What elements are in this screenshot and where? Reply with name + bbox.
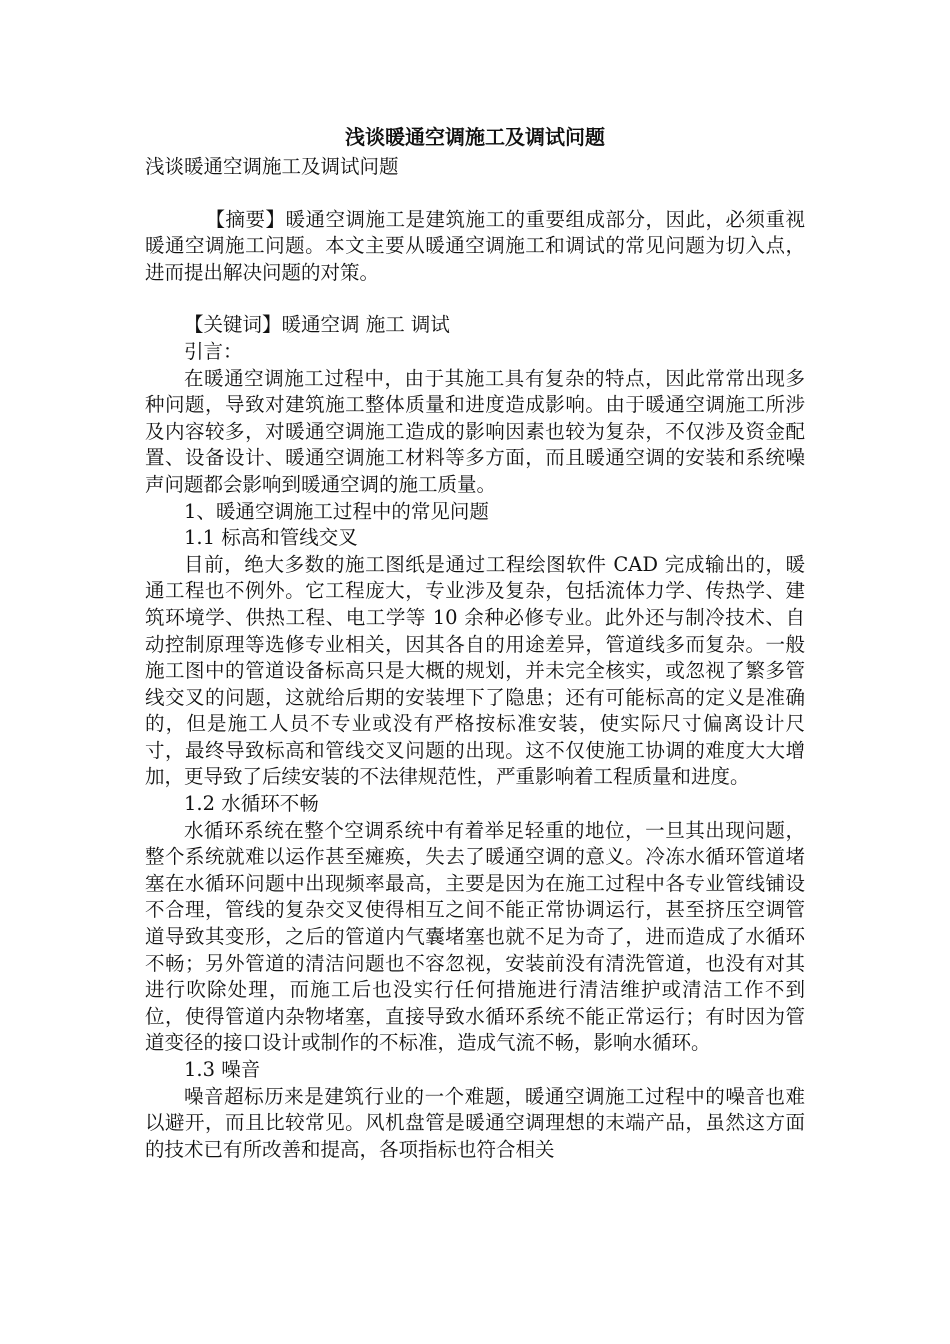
section-1-2-heading: 1.2 水循环不畅 (184, 792, 319, 816)
section-1-1-heading: 1.1 标高和管线交叉 (184, 526, 358, 550)
abstract-paragraph: 【摘要】暖通空调施工是建筑施工的重要组成部分，因此，必须重视暖通空调施工问题。本文主要从暖通空调施工和调试的常见问题为切入点，进而提出解决问题的对策。 (145, 207, 805, 284)
section-1-heading: 1、暖通空调施工过程中的常见问题 (184, 499, 489, 523)
document-page (145, 120, 805, 1163)
spacer (145, 181, 805, 207)
section-1-1-paragraph: 目前，绝大多数的施工图纸是通过工程绘图软件 CAD 完成输出的，暖通工程也不例外。它工程庞大，专业涉及复杂，包括流体力学、传热学、建筑环境学、供热工程、电工学等 10 余种必修专业。此外还与制冷技术、自动控制原理等选修专业相关，因其各自的用途差异，管道线多而复杂。一般施工图中的管道设备标高只是大概的规划，并未完全核实，或忽视了繁多管线交叉的问题，这就给后期的安装埋下了隐患；还有可能标高的定义是准确的，但是施工人员不专业或没有严格按标准安装，使实际尺寸偏离设计尺寸，最终导致标高和管线交叉问题的出现。这不仅使施工协调的难度大大增加，更导致了后续安装的不法律规范性，严重影响着工程质量和进度。 (145, 552, 805, 789)
intro-heading: 引言： (184, 339, 243, 363)
document-subtitle: 浅谈暖通空调施工及调试问题 (145, 155, 399, 178)
document-title: 浅谈暖通空调施工及调试问题 (345, 125, 605, 149)
section-1-3-paragraph: 噪音超标历来是建筑行业的一个难题，暖通空调施工过程中的噪音也难以避开，而且比较常见。风机盘管是暖通空调理想的末端产品，虽然这方面的技术已有所改善和提高，各项指标也符合相关 (145, 1084, 805, 1161)
section-1-3-heading: 1.3 噪音 (184, 1058, 261, 1081)
section-1-2-paragraph: 水循环系统在整个空调系统中有着举足轻重的地位，一旦其出现问题，整个系统就难以运作甚至瘫痪，失去了暖通空调的意义。冷冻水循环管道堵塞在水循环问题中出现频率最高，主要是因为在施工过程中各专业管线铺设不合理，管线的复杂交叉使得相互之间不能正常协调运行，甚至挤压空调管道导致其变形，之后的管道内气囊堵塞也就不足为奇了，进而造成了水循环不畅；另外管道的清洁问题也不容忽视，安装前没有清洗管道，也没有对其进行吹除处理，而施工后也没实行任何措施进行清洁维护或清洁工作不到位，使得管道内杂物堵塞，直接导致水循环系统不能正常运行；有时因为管道变径的接口设计或制作的不标准，造成气流不畅，影响水循环。 (145, 818, 805, 1055)
intro-paragraph: 在暖通空调施工过程中，由于其施工具有复杂的特点，因此常常出现多种问题，导致对建筑施工整体质量和进度造成影响。由于暖通空调施工所涉及内容较多，对暖通空调施工造成的影响因素也较为复杂，不仅涉及资金配置、设备设计、暖通空调施工材料等多方面，而且暖通空调的安装和系统噪声问题都会影响到暖通空调的施工质量。 (145, 366, 805, 496)
spacer (145, 286, 805, 312)
keywords-line: 【关键词】暖通空调 施工 调试 (184, 313, 450, 337)
